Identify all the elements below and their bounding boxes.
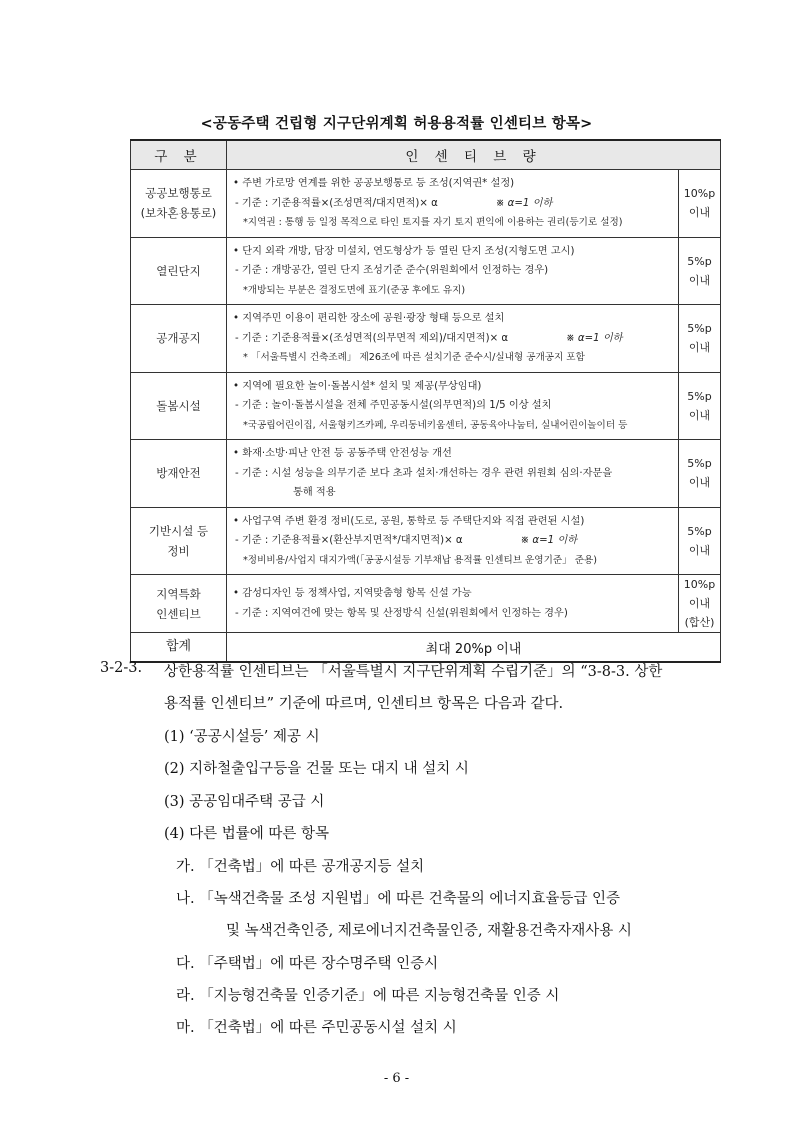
- line-text: *지역권 : 통행 등 일정 목적으로 타인 토지를 자기 토지 편익에 이용하는 권리(등기로 설정): [243, 217, 623, 228]
- value-line: 5%p: [687, 322, 712, 336]
- line-text: - 기준 : 기준용적률×(조성면적/대지면적)× α: [235, 197, 438, 209]
- sublist-item-ga: [176, 855, 424, 876]
- row-content: [227, 237, 679, 305]
- note-line: [233, 416, 674, 436]
- line-text: - 기준 : 기준용적률×(환산부지면적*/대지면적)× α: [235, 535, 463, 546]
- sublist-item-na: [176, 887, 620, 908]
- list-item-2: (2) 지하철출입구등을 건물 또는 대지 내 설치 시: [164, 761, 469, 777]
- table-row: [131, 507, 721, 575]
- line-text: - 기준 : 지역여건에 맞는 항목 및 산정방식 신설(위원회에서 인정하는 경우): [235, 607, 568, 619]
- alpha-note: ※ α=1 이하: [495, 197, 553, 209]
- category-line: 돌봄시설: [156, 398, 201, 413]
- sublist-label: 마.: [176, 1020, 195, 1036]
- standard-line: [233, 464, 674, 484]
- sublist-item-da: [176, 952, 438, 973]
- category-line: (보차혼용통로): [140, 206, 217, 221]
- category-line: 정비: [167, 543, 190, 558]
- value-line: 5%p: [687, 254, 712, 268]
- value-line: 이내: [688, 206, 711, 220]
- alpha-note: ※ α=1 이하: [566, 332, 623, 344]
- category-line: 공개공지: [156, 331, 201, 346]
- note-line: [233, 281, 674, 301]
- table-row: [131, 440, 721, 508]
- row-value: [679, 507, 721, 575]
- continuation-line: [233, 483, 674, 503]
- value-line: 10%p: [683, 187, 716, 201]
- page-number: - 6 -: [383, 1071, 410, 1086]
- line-text: 주변 가로망 연계를 위한 공공보행통로 등 조성(지역권* 설정): [242, 178, 515, 189]
- line-text: 지역에 필요한 놀이·돌봄시설* 설치 및 제공(무상임대): [242, 380, 482, 392]
- row-content: [227, 305, 679, 373]
- line-text: 화재·소방·피난 안전 등 공동주택 안전성능 개선: [242, 448, 452, 459]
- line-text: - 기준 : 개방공간, 열린 단지 조성기준 준수(위원회에서 인정하는 경우): [235, 265, 549, 276]
- list-item-4: (4) 다른 법률에 따른 항목: [164, 826, 330, 842]
- line-text: *개방되는 부분은 결정도면에 표기(준공 후에도 유지): [243, 284, 466, 296]
- row-value: [679, 440, 721, 508]
- value-line: 이내: [688, 341, 711, 355]
- total-value: 최대 20%p 이내: [227, 633, 721, 663]
- line-text: *정비비용/사업지 대지가액(「공공시설등 기부채납 용적률 인센티브 운영기준」 준용): [243, 554, 598, 566]
- section-number: 3-2-3.: [100, 660, 143, 676]
- standard-line: [233, 194, 674, 214]
- row-value: [679, 237, 721, 305]
- value-line: 5%p: [687, 457, 712, 471]
- total-label: 합계: [131, 633, 227, 663]
- intro-line-1: 상한용적률 인센티브는 「서울특별시 지구단위계획 수립기준」의 “3-8-3. 상한: [164, 664, 663, 680]
- header-category: 구 분: [131, 140, 227, 170]
- value-line: 이내: [688, 476, 711, 490]
- value-line: 5%p: [687, 524, 712, 538]
- line-text: * 「서울특별시 건축조례」 제26조에 따른 설치기준 준수시/실내형 공개공지 포함: [243, 352, 585, 363]
- incentive-table: [130, 139, 721, 663]
- line-text: *국공립어린이집, 서울형키즈카페, 우리동네키움센터, 공동육아나눔터, 실내어린이놀이터 등: [243, 419, 628, 431]
- line-text: 사업구역 주변 환경 정비(도로, 공원, 통학로 등 주택단지와 직접 관련된 시설): [242, 515, 585, 527]
- note-line: [233, 213, 674, 233]
- table-row: [131, 305, 721, 373]
- value-line: 이내: [688, 543, 711, 557]
- sublist-label: 다.: [176, 956, 195, 972]
- standard-line: [233, 604, 674, 624]
- row-category: [131, 305, 227, 373]
- row-content: [227, 507, 679, 575]
- note-line: [233, 348, 674, 368]
- row-category: [131, 440, 227, 508]
- line-text: 단지 외곽 개방, 담장 미설치, 연도형상가 등 열린 단지 조성(지형도면 고시): [242, 245, 575, 257]
- row-content: [227, 372, 679, 440]
- row-content: [227, 440, 679, 508]
- page-title: <공동주택 건립형 지구단위계획 허용용적률 인센티브 항목>: [200, 116, 593, 132]
- sublist-text: 「주택법」에 따른 장수명주택 인증시: [199, 956, 439, 972]
- table-header-row: [131, 140, 721, 170]
- category-line: 열린단지: [156, 263, 201, 278]
- intro-line-2: 용적률 인센티브” 기준에 따르며, 인센티브 항목은 다음과 같다.: [164, 696, 564, 712]
- table-row: [131, 170, 721, 238]
- category-line: 지역특화: [156, 586, 201, 601]
- row-value: [679, 372, 721, 440]
- list-item-3: (3) 공공임대주택 공급 시: [164, 794, 325, 810]
- sublist-label: 나.: [176, 891, 195, 907]
- table-row: [131, 372, 721, 440]
- sublist-label: 라.: [176, 988, 195, 1004]
- bullet-line: [233, 377, 674, 397]
- line-text: 지역주민 이용이 편리한 장소에 공원·광장 형태 등으로 설치: [242, 313, 505, 324]
- row-category: [131, 372, 227, 440]
- row-value: [679, 575, 721, 633]
- category-line: 공공보행통로: [145, 186, 212, 201]
- sublist-label: 가.: [176, 859, 195, 875]
- value-line: 10%p이내: [683, 578, 716, 610]
- category-line: 인센티브: [156, 606, 201, 621]
- alpha-note: ※ α=1 이하: [520, 535, 578, 546]
- bullet-line: [233, 512, 674, 532]
- row-content: [227, 575, 679, 633]
- standard-line: [233, 329, 674, 349]
- bullet-line: [233, 174, 674, 194]
- total-row: [131, 633, 721, 663]
- line-text: - 기준 : 시설 성능을 의무기준 보다 초과 설치·개선하는 경우 관련 위원회 심의·자문을: [235, 467, 613, 479]
- sublist-item-na-cont: 및 녹색건축인증, 제로에너지건축물인증, 재활용건축자재사용 시: [226, 923, 632, 939]
- header-amount: 인 센 티 브 량: [227, 140, 721, 170]
- sublist-item-ra: [176, 984, 559, 1005]
- line-text: 통해 적용: [293, 487, 336, 498]
- value-line: (합산): [684, 616, 715, 629]
- row-category: [131, 237, 227, 305]
- bullet-line: [233, 242, 674, 262]
- sublist-text: 「건축법」에 따른 공개공지등 설치: [199, 859, 425, 875]
- bullet-line: [233, 444, 674, 464]
- row-value: [679, 170, 721, 238]
- row-category: [131, 170, 227, 238]
- row-content: [227, 170, 679, 238]
- row-value: [679, 305, 721, 373]
- table-row: [131, 237, 721, 305]
- row-category: [131, 575, 227, 633]
- category-line: 방재안전: [156, 466, 201, 481]
- line-text: - 기준 : 기준용적률×(조성면적(의무면적 제외)/대지면적)× α: [235, 332, 509, 344]
- sublist-text: 「지능형건축물 인증기준」에 따른 지능형건축물 인증 시: [199, 988, 560, 1004]
- sublist-text: 「건축법」에 따른 주민공동시설 설치 시: [199, 1020, 457, 1036]
- value-line: 이내: [688, 273, 711, 287]
- standard-line: [233, 396, 674, 416]
- table-body: [131, 170, 721, 663]
- standard-line: [233, 531, 674, 551]
- bullet-line: [233, 584, 674, 604]
- standard-line: [233, 261, 674, 281]
- row-category: [131, 507, 227, 575]
- note-line: [233, 551, 674, 571]
- value-line: 이내: [688, 408, 711, 422]
- table-row: [131, 575, 721, 633]
- sublist-text: 「녹색건축물 조성 지원법」에 따른 건축물의 에너지효율등급 인증: [199, 891, 621, 907]
- line-text: 감성디자인 등 정책사업, 지역맞춤형 항목 신설 가능: [242, 588, 472, 599]
- value-line: 5%p: [687, 389, 712, 403]
- sublist-item-ma: [176, 1016, 457, 1037]
- line-text: - 기준 : 놀이·돌봄시설을 전체 주민공동시설(의무면적)의 1/5 이상 설치: [235, 400, 552, 411]
- list-item-1: (1) ‘공공시설등’ 제공 시: [164, 729, 320, 745]
- category-line: 기반시설 등: [148, 523, 209, 538]
- bullet-line: [233, 309, 674, 329]
